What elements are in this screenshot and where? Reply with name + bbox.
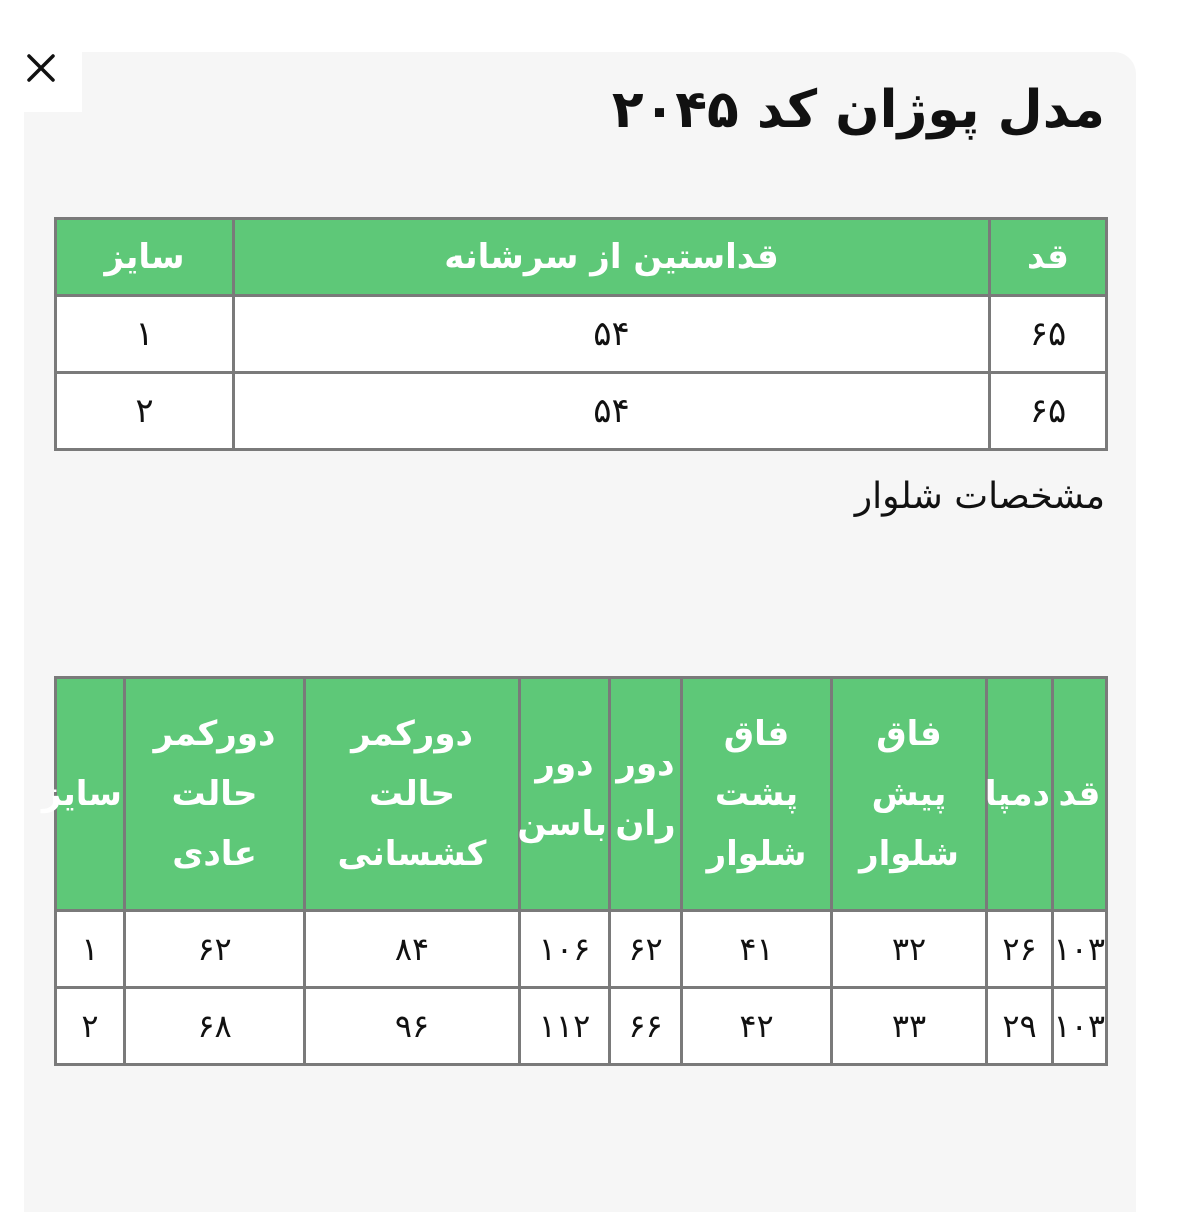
table-cell: ۳۲ bbox=[832, 911, 987, 988]
table-cell: ۱ bbox=[56, 911, 125, 988]
header-size: سایز bbox=[56, 678, 125, 911]
table-cell: ۵۴ bbox=[234, 373, 990, 450]
header-back-rise: فاق پشت شلوار bbox=[682, 678, 832, 911]
header-sleeve-length: قداستین از سرشانه bbox=[234, 219, 990, 296]
header-hem: دمپا bbox=[987, 678, 1053, 911]
table-row bbox=[56, 911, 1107, 988]
table-cell: ۶۵ bbox=[990, 373, 1107, 450]
table-cell: ۱۱۲ bbox=[520, 988, 610, 1065]
header-waist-normal: دورکمر حالت عادی bbox=[125, 678, 305, 911]
table-cell: ۲ bbox=[56, 373, 234, 450]
close-button[interactable] bbox=[0, 24, 82, 112]
table-cell: ۱۰۳ bbox=[1053, 911, 1107, 988]
header-thigh: دور ران bbox=[610, 678, 682, 911]
pants-section-heading: مشخصات شلوار bbox=[854, 476, 1105, 517]
table-cell: ۲۹ bbox=[987, 988, 1053, 1065]
header-waist-stretched: دورکمر حالت کشسانی bbox=[305, 678, 520, 911]
table-cell: ۹۶ bbox=[305, 988, 520, 1065]
table-cell: ۱ bbox=[56, 296, 234, 373]
table-cell: ۲۶ bbox=[987, 911, 1053, 988]
close-icon bbox=[26, 53, 56, 83]
table-cell: ۱۰۳ bbox=[1053, 988, 1107, 1065]
table-cell: ۴۲ bbox=[682, 988, 832, 1065]
table-cell: ۶۵ bbox=[990, 296, 1107, 373]
page-title: مدل پوژان کد ۲۰۴۵ bbox=[611, 80, 1105, 140]
header-size: سایز bbox=[56, 219, 234, 296]
table-cell: ۶۲ bbox=[610, 911, 682, 988]
table-cell: ۶۶ bbox=[610, 988, 682, 1065]
table-cell: ۲ bbox=[56, 988, 125, 1065]
table-cell: ۴۱ bbox=[682, 911, 832, 988]
table-cell: ۱۰۶ bbox=[520, 911, 610, 988]
header-height: قد bbox=[990, 219, 1107, 296]
header-front-rise: فاق پیش شلوار bbox=[832, 678, 987, 911]
top-size-table bbox=[54, 217, 1108, 451]
table-cell: ۳۳ bbox=[832, 988, 987, 1065]
pants-size-table bbox=[41, 676, 1108, 1066]
table-header-row bbox=[56, 219, 1107, 296]
table-cell: ۶۸ bbox=[125, 988, 305, 1065]
table-cell: ۵۴ bbox=[234, 296, 990, 373]
table-cell: ۸۴ bbox=[305, 911, 520, 988]
table-cell: ۶۲ bbox=[125, 911, 305, 988]
table-row bbox=[56, 988, 1107, 1065]
header-height: قد bbox=[1053, 678, 1107, 911]
header-hip: دور باسن bbox=[520, 678, 610, 911]
table-row bbox=[56, 296, 1107, 373]
table-row bbox=[56, 373, 1107, 450]
table-header-row bbox=[56, 678, 1107, 911]
